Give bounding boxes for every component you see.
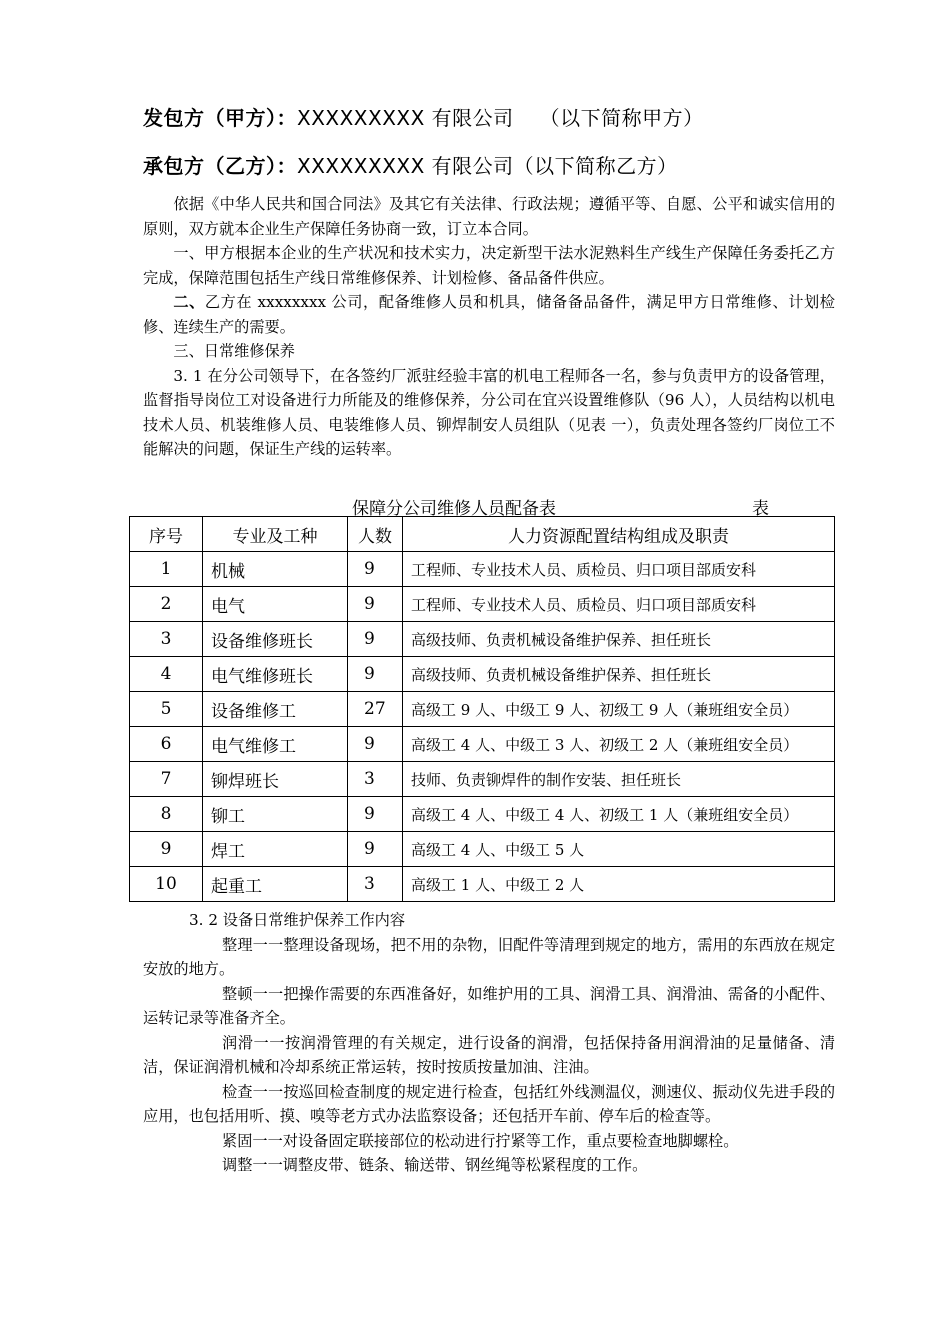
cell-trade: 电气维修班长	[203, 657, 348, 692]
table-row	[130, 727, 835, 762]
cell-count: 9	[348, 832, 403, 867]
maintenance-item-inspect: 检查一一按巡回检查制度的规定进行检查，包括红外线测温仪，测速仪、振动仪先进手段的应用，也包括用听、摸、嗅等老方式办法监察设备；还包括开车前、停车后的检查等。	[143, 1082, 835, 1125]
cell-duty: 工程师、专业技术人员、质检员、归口项目部质安科	[403, 552, 835, 587]
party-b-label: 承包方（乙方）：	[143, 154, 297, 178]
clause-2-number: 二、	[173, 293, 205, 311]
cell-trade: 机械	[203, 552, 348, 587]
header-trade: 专业及工种	[203, 517, 348, 552]
cell-trade: 焊工	[203, 832, 348, 867]
table-row	[130, 657, 835, 692]
cell-no: 6	[130, 727, 203, 762]
table-row	[130, 832, 835, 867]
cell-no: 10	[130, 867, 203, 902]
party-a-note: （以下简称甲方）	[539, 106, 704, 130]
cell-no: 8	[130, 797, 203, 832]
maintenance-item-adjust: 调整一一调整皮带、链条、输送带、钢丝绳等松紧程度的工作。	[222, 1156, 648, 1174]
cell-duty: 高级技师、负责机械设备维护保养、担任班长	[403, 622, 835, 657]
header-duty: 人力资源配置结构组成及职责	[403, 517, 835, 552]
clause-2	[143, 290, 835, 339]
cell-count: 3	[348, 762, 403, 797]
cell-duty: 高级工 4 人、中级工 3 人、初级工 2 人（兼班组安全员）	[403, 727, 835, 762]
cell-count: 3	[348, 867, 403, 902]
party-b-line	[143, 150, 678, 179]
cell-trade: 电气	[203, 587, 348, 622]
staffing-table	[129, 516, 835, 902]
table-row	[130, 622, 835, 657]
cell-duty: 高级工 4 人、中级工 4 人、初级工 1 人（兼班组安全员）	[403, 797, 835, 832]
party-a-line	[143, 102, 704, 131]
cell-duty: 高级技师、负责机械设备维护保养、担任班长	[403, 657, 835, 692]
cell-count: 9	[348, 622, 403, 657]
clause-1: 一、甲方根据本企业的生产状况和技术实力，决定新型干法水泥熟料生产线生产保障任务委托乙方完成，保障范围包括生产线日常维修保养、计划检修、备品备件供应。	[143, 244, 835, 287]
cell-no: 5	[130, 692, 203, 727]
cell-count: 27	[348, 692, 403, 727]
party-b-name: XXXXXXXXX 有限公司	[297, 154, 514, 178]
clause-3-heading: 三、日常维修保养	[173, 342, 295, 360]
cell-no: 2	[130, 587, 203, 622]
maintenance-item-set: 整顿一一把操作需要的东西准备好，如维护用的工具、润滑工具、润滑油、需备的小配件、运转记录等准备齐全。	[143, 984, 835, 1027]
cell-no: 9	[130, 832, 203, 867]
intro-section	[143, 192, 835, 462]
party-a-label: 发包方（甲方）：	[143, 106, 297, 130]
table-title-suffix: 表	[752, 499, 769, 519]
cell-trade: 起重工	[203, 867, 348, 902]
cell-count: 9	[348, 657, 403, 692]
table-row	[130, 552, 835, 587]
maintenance-item-lubricate: 润滑一一按润滑管理的有关规定，进行设备的润滑，包括保持备用润滑油的足量储备、清洁，保证润滑机械和冷却系统正常运转，按时按质按量加油、注油。	[143, 1033, 835, 1076]
table-row	[130, 692, 835, 727]
header-no: 序号	[130, 517, 203, 552]
table-header-row	[130, 517, 835, 552]
table-row	[130, 797, 835, 832]
cell-trade: 电气维修工	[203, 727, 348, 762]
maintenance-item-tighten: 紧固一一对设备固定联接部位的松动进行拧紧等工作，重点要检查地脚螺栓。	[222, 1131, 739, 1150]
cell-count: 9	[348, 727, 403, 762]
maintenance-item-sort: 整理一一整理设备现场，把不用的杂物，旧配件等清理到规定的地方，需用的东西放在规定安放的地方。	[143, 935, 835, 978]
cell-duty: 工程师、专业技术人员、质检员、归口项目部质安科	[403, 587, 835, 622]
cell-count: 9	[348, 797, 403, 832]
cell-count: 9	[348, 587, 403, 622]
cell-duty: 技师、负责铆焊件的制作安装、担任班长	[403, 762, 835, 797]
cell-trade: 铆工	[203, 797, 348, 832]
party-b-note: （以下简称乙方）	[513, 154, 678, 178]
cell-no: 3	[130, 622, 203, 657]
cell-duty: 高级工 9 人、中级工 9 人、初级工 9 人（兼班组安全员）	[403, 692, 835, 727]
cell-count: 9	[348, 552, 403, 587]
cell-no: 4	[130, 657, 203, 692]
header-count: 人数	[348, 517, 403, 552]
table-row	[130, 762, 835, 797]
cell-duty: 高级工 4 人、中级工 5 人	[403, 832, 835, 867]
table-body	[130, 552, 835, 902]
party-a-name: XXXXXXXXX 有限公司	[297, 106, 514, 130]
table-title: 保障分公司维修人员配备表	[352, 499, 556, 519]
cell-trade: 设备维修工	[203, 692, 348, 727]
table-row	[130, 867, 835, 902]
clause-3-1: 3. 1 在分公司领导下，在各签约厂派驻经验丰富的机电工程师各一名，参与负责甲方的设备管理，监督指导岗位工对设备进行力所能及的维修保养，分公司在宜兴设置维修队（96 人），人员结构以机电技术人员、机装维修人员、电装维修人员、铆焊制安人员组队（见表 一），负责处理各签约厂岗位工不能解决的问题，保证生产线的运转率。	[143, 366, 835, 458]
cell-no: 7	[130, 762, 203, 797]
cell-trade: 铆焊班长	[203, 762, 348, 797]
maintenance-heading: 3. 2 设备日常维护保养工作内容	[189, 911, 406, 929]
clause-2-text: 乙方在 xxxxxxxx 公司，配备维修人员和机具，储备备品备件，满足甲方日常维修、计划检修、连续生产的需要。	[143, 293, 835, 336]
table-row	[130, 587, 835, 622]
cell-no: 1	[130, 552, 203, 587]
cell-duty: 高级工 1 人、中级工 2 人	[403, 867, 835, 902]
maintenance-section	[143, 908, 835, 1178]
intro-paragraph-1: 依据《中华人民共和国合同法》及其它有关法律、行政法规；遵循平等、自愿、公平和诚实信用的原则，双方就本企业生产保障任务协商一致，订立本合同。	[143, 195, 835, 238]
cell-trade: 设备维修班长	[203, 622, 348, 657]
